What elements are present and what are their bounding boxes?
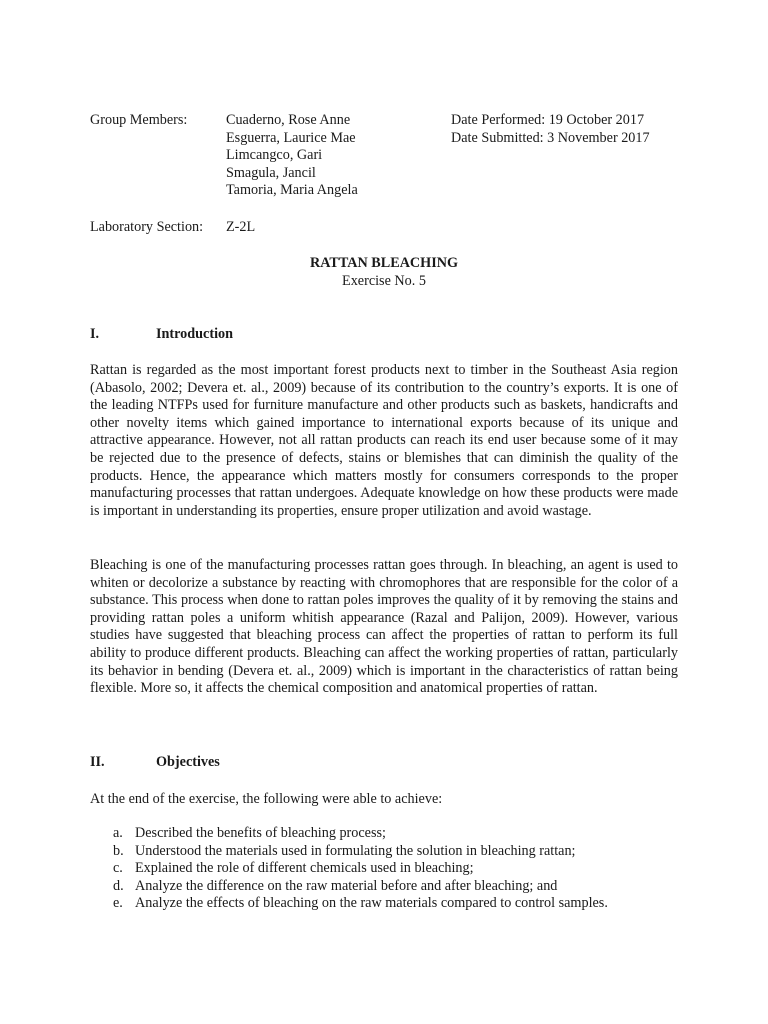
objectives-lead: At the end of the exercise, the following were able to achieve: bbox=[90, 791, 443, 807]
list-item-text: Analyze the effects of bleaching on the raw materials compared to control samples. bbox=[135, 895, 608, 912]
list-marker: b. bbox=[113, 842, 124, 859]
list-item bbox=[113, 878, 673, 896]
section-number: II. bbox=[90, 754, 105, 770]
list-marker: d. bbox=[113, 877, 124, 894]
list-item bbox=[113, 895, 673, 913]
member-name: Limcangco, Gari bbox=[226, 147, 323, 164]
member-name: Tamoria, Maria Angela bbox=[226, 182, 358, 199]
member-name: Esguerra, Laurice Mae bbox=[226, 129, 356, 146]
section-number: I. bbox=[90, 326, 100, 342]
date-submitted: Date Submitted: 3 November 2017 bbox=[451, 129, 650, 146]
list-item-text: Analyze the difference on the raw material before and after bleaching; and bbox=[135, 877, 558, 894]
list-item-text: Understood the materials used in formulating the solution in bleaching rattan; bbox=[135, 842, 576, 859]
intro-paragraph: Bleaching is one of the manufacturing processes rattan goes through. In bleaching, an agent is used to whiten or decolorize a substance by reacting with chromophores that are responsible for the color of a substance. This process when done to rattan poles improves the quality of it by removing the stains and providing rattan poles a uniform whitish appearance (Razal and Palijon, 2009). However, various studies have suggested that bleaching process can affect the properties of rattan to perform its full ability to produce different products. Bleaching can affect the working properties of rattan, particularly its behavior in bending (Devera et. al., 2009) which is important in the characteristics of rattan being flexible. More so, it affects the chemical composition and anatomical properties of rattan. bbox=[90, 557, 678, 697]
list-item bbox=[113, 825, 673, 843]
list-item bbox=[113, 860, 673, 878]
member-name: Smagula, Jancil bbox=[226, 164, 316, 181]
group-members-list bbox=[226, 112, 358, 200]
objectives-list bbox=[113, 825, 673, 913]
list-marker: a. bbox=[113, 825, 123, 841]
document-title: RATTAN BLEACHING bbox=[309, 255, 459, 271]
list-marker: c. bbox=[113, 860, 123, 877]
list-item bbox=[113, 843, 673, 861]
list-item-text: Explained the role of different chemicals used in bleaching; bbox=[135, 860, 474, 877]
list-item-text: Described the benefits of bleaching process; bbox=[135, 825, 386, 841]
section-heading: Objectives bbox=[156, 754, 220, 770]
laboratory-section-label: Laboratory Section: bbox=[90, 219, 204, 235]
intro-paragraph: Rattan is regarded as the most important forest products next to timber in the Southeast Asia region (Abasolo, 2002; Devera et. al., 2009) because of its contribution to the country’s exports. It is one of the leading NTFPs used for furniture manufacture and other products such as baskets, handicrafts and other novelty items which gained importance to international exports because of its unique and attractive appearance. However, not all rattan products can reach its end user because some of it may be rejected due to the presence of defects, stains or blemishes that can diminish the quality of the products. Hence, the appearance which matters mostly for consumers corresponds to the proper manufacturing processes that rattan undergoes. Adequate knowledge on how these products were made is important in understanding its properties, ensure proper utilization and avoid wastage. bbox=[90, 362, 678, 519]
member-name: Cuaderno, Rose Anne bbox=[226, 112, 351, 128]
exercise-number: Exercise No. 5 bbox=[342, 272, 426, 289]
laboratory-section-value: Z-2L bbox=[226, 219, 256, 235]
section-heading: Introduction bbox=[156, 326, 233, 342]
list-marker: e. bbox=[113, 895, 123, 912]
group-members-label: Group Members: bbox=[90, 112, 188, 128]
date-performed: Date Performed: 19 October 2017 bbox=[451, 112, 645, 128]
